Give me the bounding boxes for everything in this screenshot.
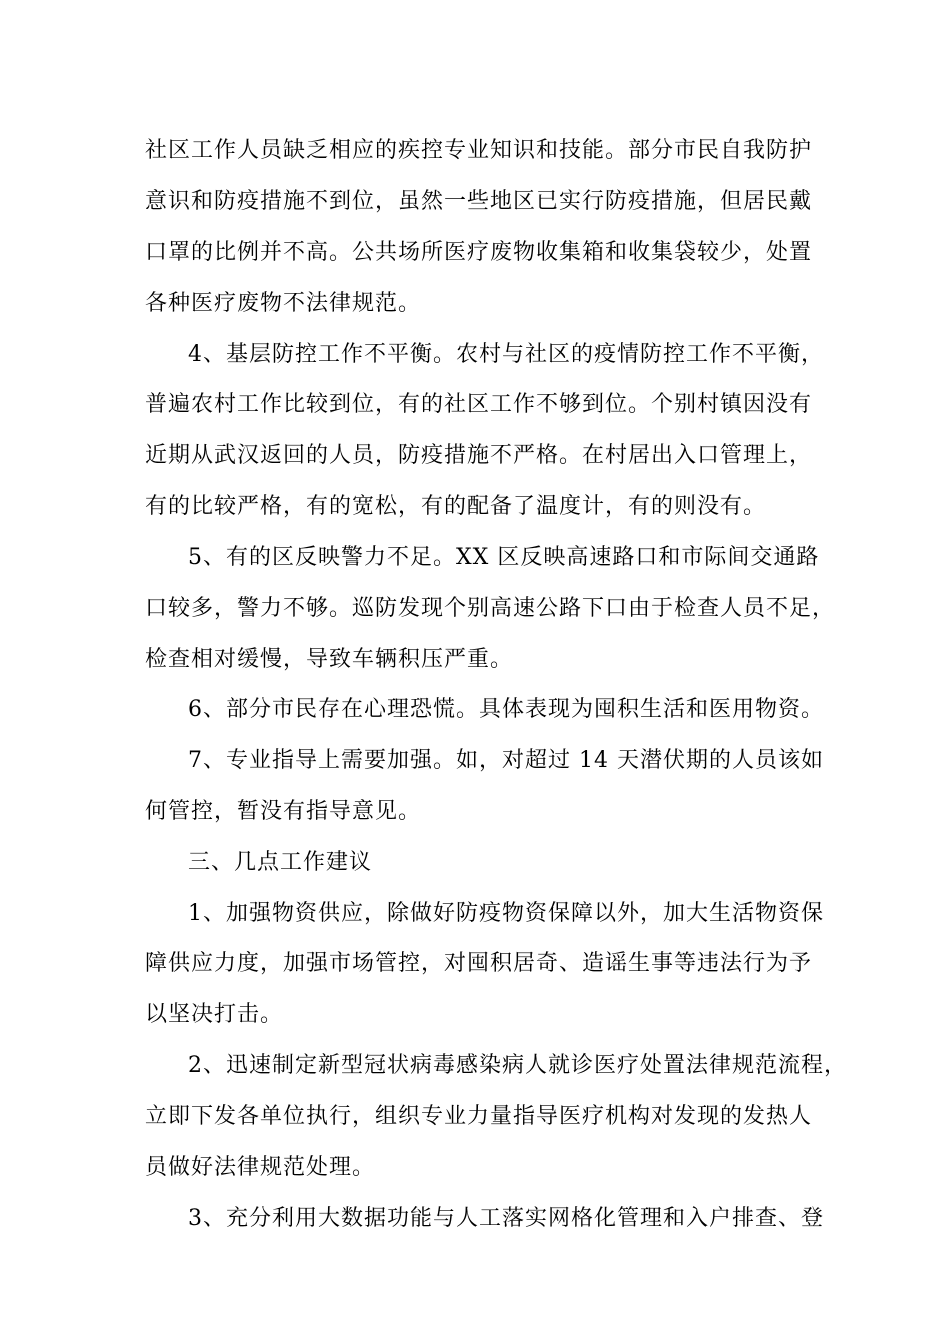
text-line: 意识和防疫措施不到位，虽然一些地区已实行防疫措施，但居民戴 [145,189,813,214]
text-line: 普遍农村工作比较到位，有的社区工作不够到位。个别村镇因没有 [145,392,813,417]
text-line: 以坚决打击。 [145,1002,284,1027]
paragraph-4-first-line: 4、基层防控工作不平衡。农村与社区的疫情防控工作不平衡， [188,342,824,367]
text-line: 口较多，警力不够。巡防发现个别高速公路下口由于检查人员不足， [145,596,836,621]
text-line: 社区工作人员缺乏相应的疾控专业知识和技能。部分市民自我防护 [145,138,813,163]
paragraph-6-first-line: 6、部分市民存在心理恐慌。具体表现为囤积生活和医用物资。 [188,697,824,722]
section-heading: 三、几点工作建议 [188,850,373,875]
text-line: 立即下发各单位执行，组织专业力量指导医疗机构对发现的发热人 [145,1104,813,1129]
suggestion-1-first-line: 1、加强物资供应，除做好防疫物资保障以外，加大生活物资保 [188,901,824,926]
suggestion-2-first-line: 2、迅速制定新型冠状病毒感染病人就诊医疗处置法律规范流程， [188,1053,847,1078]
text-line: 口罩的比例并不高。公共场所医疗废物收集箱和收集袋较少，处置 [145,240,813,265]
text-line: 员做好法律规范处理。 [145,1155,376,1180]
text-line: 有的比较严格，有的宽松，有的配备了温度计，有的则没有。 [145,494,767,519]
paragraph-5-first-line: 5、有的区反映警力不足。XX 区反映高速路口和市际间交通路 [188,545,820,570]
text-line: 障供应力度，加强市场管控，对囤积居奇、造谣生事等违法行为予 [145,951,813,976]
text-line: 各种医疗废物不法律规范。 [145,291,422,316]
suggestion-3-first-line: 3、充分利用大数据功能与人工落实网格化管理和入户排查、登 [188,1206,824,1231]
text-line: 检查相对缓慢，导致车辆积压严重。 [145,647,514,672]
paragraph-7-first-line: 7、专业指导上需要加强。如，对超过 14 天潜伏期的人员该如 [188,748,824,773]
text-line: 何管控，暂没有指导意见。 [145,799,422,824]
text-line: 近期从武汉返回的人员，防疫措施不严格。在村居出入口管理上， [145,443,813,468]
